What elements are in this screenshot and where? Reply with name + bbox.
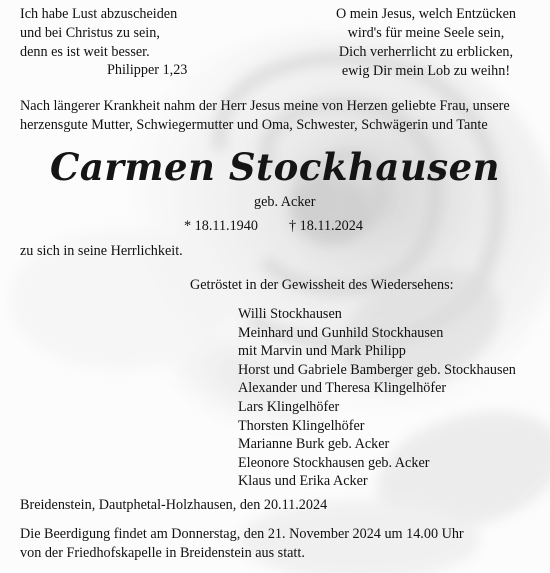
mourner-entry: Horst und Gabriele Bamberger geb. Stockhausen	[238, 361, 516, 378]
place-and-date: Breidenstein, Dautphetal-Holzhausen, den 20.11.2024	[20, 497, 328, 513]
mourner-entry: Lars Klingelhöfer	[238, 398, 340, 415]
mourner-entry: Marianne Burk geb. Acker	[238, 436, 390, 453]
mourner-entry: Klaus und Erika Acker	[238, 473, 368, 490]
verse-left	[20, 5, 177, 62]
intro-text	[20, 97, 510, 135]
deceased-name: Carmen Stockhausen	[49, 145, 501, 189]
mourner-entry: Eleonore Stockhausen geb. Acker	[238, 454, 430, 471]
birth-date: * 18.11.1940	[184, 218, 258, 234]
verse-left-line: Ich habe Lust abzuscheiden	[20, 6, 178, 22]
comfort-line: Getröstet in der Gewissheit des Wiedersehens:	[190, 277, 454, 293]
intro-line: Nach längerer Krankheit nahm der Herr Jesus meine von Herzen geliebte Frau, unsere	[20, 98, 510, 114]
glory-line: zu sich in seine Herrlichkeit.	[20, 243, 183, 259]
mourner-entry: Thorsten Klingelhöfer	[238, 417, 365, 434]
verse-right-line: Dich verherrlicht zu erblicken,	[338, 44, 514, 60]
mourners-list	[238, 305, 516, 491]
verse-right-line: ewig Dir mein Lob zu weihn!	[341, 63, 511, 79]
intro-line: herzensgute Mutter, Schwiegermutter und Oma, Schwester, Schwägerin und Tante	[20, 117, 488, 133]
maiden-name: geb. Acker	[254, 194, 316, 210]
death-date: † 18.11.2024	[289, 218, 363, 234]
funeral-details	[20, 525, 464, 563]
funeral-line: von der Friedhofskapelle in Breidenstein aus statt.	[20, 545, 305, 561]
verse-right	[336, 5, 516, 81]
verse-right-line: O mein Jesus, welch Entzücken	[335, 6, 516, 22]
verse-left-reference: Philipper 1,23	[107, 62, 188, 78]
mourner-entry: Alexander und Theresa Klingelhöfer	[238, 380, 447, 397]
verse-left-line: und bei Christus zu sein,	[20, 25, 160, 41]
mourner-entry: Meinhard und Gunhild Stockhausen	[238, 324, 444, 341]
verse-left-line: denn es ist weit besser.	[20, 44, 150, 60]
mourner-entry: Willi Stockhausen	[238, 306, 342, 322]
verse-right-line: wird's für meine Seele sein,	[347, 25, 505, 41]
mourner-entry: mit Marvin und Mark Philipp	[238, 343, 406, 360]
funeral-line: Die Beerdigung findet am Donnerstag, den 21. November 2024 um 14.00 Uhr	[20, 526, 464, 542]
